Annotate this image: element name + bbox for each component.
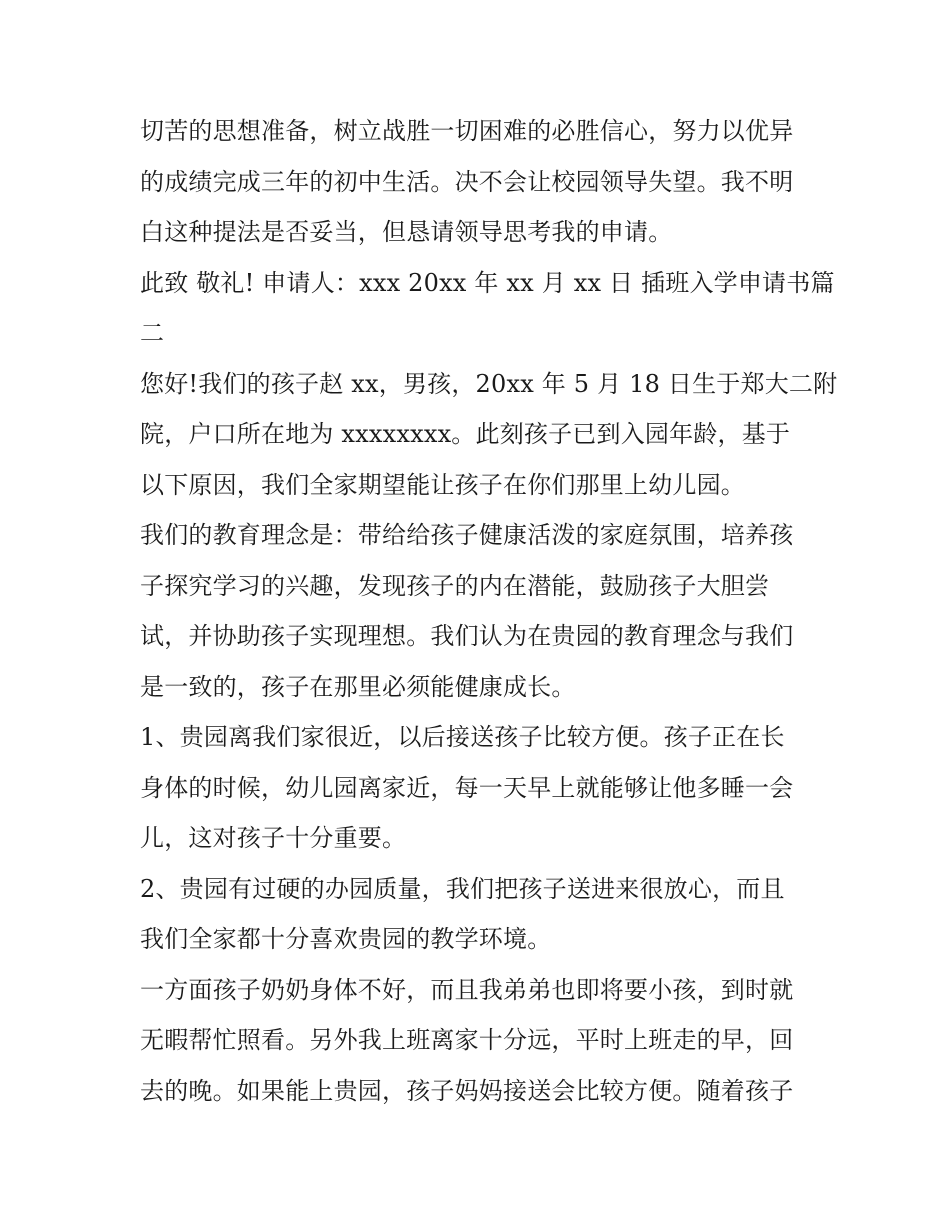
text-line: 2、贵园有过硬的办园质量，我们把孩子送进来很放心，而且 bbox=[140, 874, 785, 903]
text-line: 您好!我们的孩子赵 xx，男孩，20xx 年 5 月 18 日生于郑大二附 bbox=[140, 369, 838, 398]
text-line: 一方面孩子奶奶身体不好，而且我弟弟也即将要小孩，到时就 bbox=[140, 975, 794, 1004]
text-line: 儿，这对孩子十分重要。 bbox=[140, 824, 407, 852]
text-line: 白这种提法是否妥当，但恳请领导思考我的申请。 bbox=[140, 218, 673, 246]
text-line: 无暇帮忙照看。另外我上班离家十分远，平时上班走的早，回 bbox=[140, 1026, 794, 1054]
text-line: 是一致的，孩子在那里必须能健康成长。 bbox=[140, 672, 576, 701]
document-body bbox=[140, 106, 838, 1116]
text-line: 此致 敬礼! 申请人：xxx 20xx 年 xx 月 xx 日 插班入学申请书篇 bbox=[140, 268, 835, 297]
text-line: 身体的时候，幼儿园离家近，每一天早上就能够让他多睡一会 bbox=[140, 773, 794, 802]
text-line: 我们全家都十分喜欢贵园的教学环境。 bbox=[140, 925, 552, 953]
text-line: 院，户口所在地为 xxxxxxxx。此刻孩子已到入园年龄，基于 bbox=[140, 420, 791, 448]
text-line: 的成绩完成三年的初中生活。决不会让校园领导失望。我不明 bbox=[140, 167, 794, 196]
text-line: 试，并协助孩子实现理想。我们认为在贵园的教育理念与我们 bbox=[140, 622, 794, 650]
text-line: 去的晚。如果能上贵园，孩子妈妈接送会比较方便。随着孩子 bbox=[140, 1076, 794, 1105]
text-line: 二 bbox=[140, 319, 165, 347]
text-line: 切苦的思想准备，树立战胜一切困难的必胜信心，努力以优异 bbox=[140, 117, 794, 145]
text-line: 我们的教育理念是：带给给孩子健康活泼的家庭氛围，培养孩 bbox=[140, 521, 794, 549]
text-line: 子探究学习的兴趣，发现孩子的内在潜能，鼓励孩子大胆尝 bbox=[140, 571, 770, 600]
text-line: 1、贵园离我们家很近，以后接送孩子比较方便。孩子正在长 bbox=[140, 723, 785, 751]
text-line: 以下原因，我们全家期望能让孩子在你们那里上幼儿园。 bbox=[140, 470, 745, 499]
